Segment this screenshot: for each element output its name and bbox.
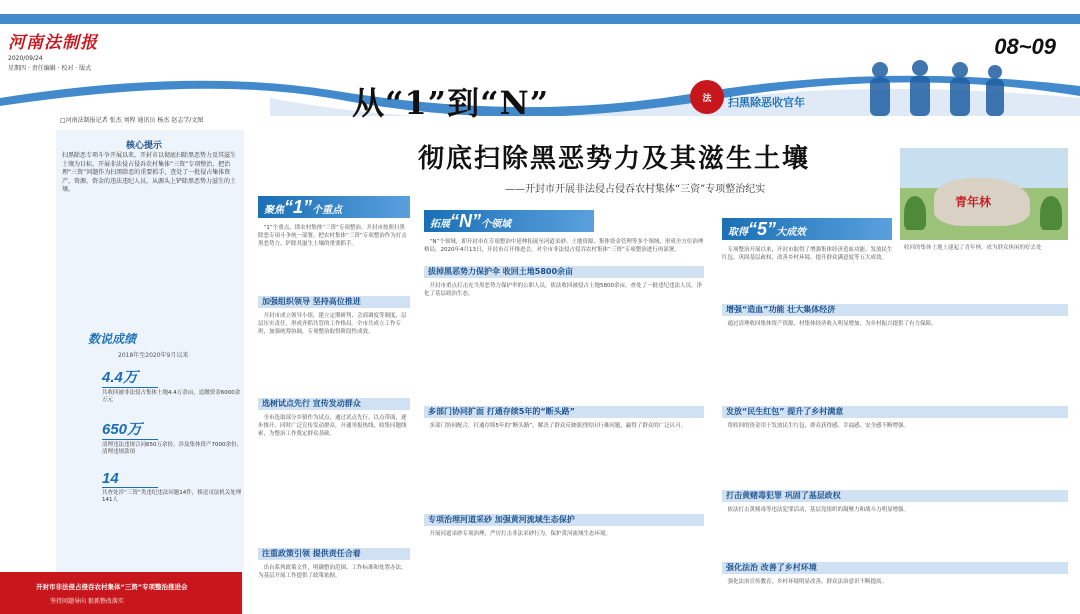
subhead-bar: 选树试点先行 宣传发动群众	[258, 398, 410, 410]
section-suffix: 大成效	[776, 227, 807, 238]
section-head-expand	[424, 210, 594, 232]
paragraph: 将收回的资金用于发放民生红包，群众获得感、幸福感、安全感不断增强。	[727, 423, 910, 429]
subhead-bar: 加强组织领导 坚持高位推进	[258, 296, 410, 308]
campaign-badge	[690, 80, 860, 114]
page-numbers: 08~09	[994, 34, 1056, 59]
masthead-meta: 星期四 · 责任编辑 · 校对 · 版式	[8, 65, 92, 72]
section-suffix: 个重点	[312, 205, 343, 216]
text-column	[722, 246, 894, 298]
stat-number: 4.4万	[102, 366, 158, 388]
text-column	[722, 422, 1068, 484]
subhead-bar: 专项治理河道采砂 加强黄河流域生态保护	[424, 514, 704, 526]
article-subtitle: ——开封市开展非法侵占侵吞农村集体“三资”专项整治纪实	[505, 184, 766, 195]
text-column	[424, 422, 704, 508]
stats-subtitle: 2018年至2020年9月以来	[118, 352, 189, 359]
badge-label: 扫黑除恶收官年	[728, 96, 805, 109]
text-column	[424, 282, 704, 400]
stat-number: 650万	[102, 418, 158, 440]
paragraph: 依法打击黄赌毒等违法犯罪活动，基层党组织的凝聚力和战斗力明显增强。	[727, 507, 910, 513]
photo-caption: 收回的集体土地上建起了青年林，成为群众休闲的好去处	[904, 245, 1042, 251]
section-prefix: 拓展	[430, 219, 450, 230]
stat-description: 清理违法违规合同650万余份，涉及集体资产7000余份、清理违规款项	[102, 442, 242, 455]
key-points-title: 核心提示	[126, 141, 163, 151]
paragraph: “1”个重点，即农村集体“三资”专项整治。开封市按照扫黑除恶专项斗争统一部署，把农村集体“三资”专项整治作为打击黑恶势力、铲除其滋生土壤的重要抓手。	[258, 225, 407, 247]
section-number: “5”	[748, 219, 777, 239]
paragraph: 出台系列政策文件，明确整治范围、工作标准和处置办法，为基层开展工作提供了政策依据。	[258, 565, 407, 579]
subhead-bar: 强化法治 改善了乡村环境	[722, 562, 1068, 574]
main-headline: 从“1”到“N”	[352, 84, 550, 122]
tree-graphic	[904, 196, 926, 230]
paragraph: 多部门协同配合，打通存续5年的“断头路”，解决了群众反映强烈的出行难问题，赢得了群众的广泛认可。	[429, 423, 687, 429]
subhead-bar: 注重政策引领 提供责任合着	[258, 548, 410, 560]
subhead-bar: 打击黄赌毒犯罪 巩固了基层政权	[722, 490, 1068, 502]
paragraph: “N”个领域，即开封市在专项整治中延伸拓展至河道采砂、土地资源、集体资金管理等多个领域，形成全方位治理格局。2020年4月13日，开封市召开推进会，对全市非法侵占侵吞农村集体“三资”专项整治进行再部署。	[424, 239, 704, 253]
subhead-bar: 多部门协同扩面 打通存续5年的“断头路”	[424, 406, 704, 418]
masthead	[8, 28, 158, 73]
police-silhouettes-graphic	[840, 58, 1020, 118]
event-photo-banner	[0, 572, 242, 614]
subhead-bar: 拔掉黑恶势力保护伞 收回土地5800余亩	[424, 266, 704, 278]
paragraph: 开封市重点打击充当黑恶势力保护伞的公职人员，依法收回被侵占土地5800余亩，查处了一批违纪违法人员，净化了基层政治生态。	[424, 283, 703, 297]
tree-graphic	[1040, 196, 1062, 230]
paragraph: 全市选取部分乡镇作为试点，通过试点先行、以点带面，逐步推开。同时广泛宣传发动群众，开通举报热线，收集问题线索，为整治工作奠定群众基础。	[258, 415, 407, 437]
text-column	[722, 578, 1068, 612]
text-column	[258, 312, 410, 392]
left-sidebar	[56, 130, 244, 614]
text-column	[424, 530, 704, 612]
section-head-results	[722, 218, 892, 240]
stat-description: 共收回被非法侵占集体土地4.4万余亩，追缴资金6000余万元	[102, 390, 241, 403]
paragraph: 开封市成立领导小组，建立定期研判、会商调度等制度，层层压实责任，形成齐抓共管的工作格局。全市共成立工作专班，加强统筹协调，专项整治取得阶段性成效。	[258, 313, 407, 335]
youth-forest-photo	[900, 148, 1068, 240]
issue-date: 2020/09/24	[8, 55, 43, 62]
paragraph: 通过清理收回集体资产资源，村集体经济收入明显增加，为乡村振兴提供了有力保障。	[727, 321, 937, 327]
stats-title: 数说成绩	[88, 332, 137, 346]
paragraph: 强化法治宣传教育，乡村环境明显改善，群众法治意识不断提高。	[727, 579, 888, 585]
stat-item	[102, 470, 242, 504]
section-number: “1”	[284, 197, 313, 217]
subhead-bar: 发放“民生红包” 提升了乡村满意	[722, 406, 1068, 418]
section-head-focus	[258, 196, 410, 218]
text-column	[258, 564, 410, 612]
paragraph: 专项整治开展以来，开封市取得了增强集体经济造血功能、发放民生红包、巩固基层政权、改善乡村环境、提升群众满意度等五大成效。	[722, 247, 893, 261]
byline: □河南法制报记者 张杰 刘程 通讯员 杨杰 赵志学/文图	[60, 117, 204, 124]
subhead-bar: 增强“造血”功能 壮大集体经济	[722, 304, 1068, 316]
stat-description: 共查处涉“三资”类违纪违法问题14件，移送司法机关处理141人	[102, 490, 242, 503]
stat-item	[102, 366, 242, 404]
text-column	[722, 506, 1068, 556]
key-points-body: 扫黑除恶专项斗争开展以来，开封市以彻底扫除黑恶势力及其滋生土壤为目标，开展非法侵占侵吞农村集体“三资”专项整治，把治理“三资”问题作为扫黑除恶的重要抓手，查处了一批侵占集体资产、资源、资金的违法违纪人员，从源头上铲除黑恶势力滋生的土壤。	[62, 152, 237, 193]
stat-item	[102, 418, 242, 456]
paragraph: 开展河道采砂专项治理，严厉打击非法采砂行为，保护黄河流域生态环境。	[429, 531, 612, 537]
text-column	[258, 414, 410, 538]
stat-number: 14	[102, 470, 158, 488]
section-number: “N”	[450, 211, 481, 231]
text-column	[258, 224, 410, 284]
banner-line-2: 坚持问题导向 狠抓整改落实	[50, 598, 124, 605]
section-prefix: 聚焦	[264, 205, 284, 216]
section-prefix: 取得	[728, 227, 748, 238]
banner-line-1: 开封市非法侵占侵吞农村集体“三资”专项整治推进会	[36, 583, 188, 591]
section-suffix: 个领域	[481, 219, 511, 230]
text-column	[722, 320, 1068, 400]
newspaper-logo: 河南法制报	[8, 33, 98, 53]
article-title: 彻底扫除黑恶势力及其滋生土壤	[418, 144, 811, 174]
rock-inscription: 青年林	[955, 195, 992, 209]
badge-emblem-icon: 法	[690, 80, 724, 114]
